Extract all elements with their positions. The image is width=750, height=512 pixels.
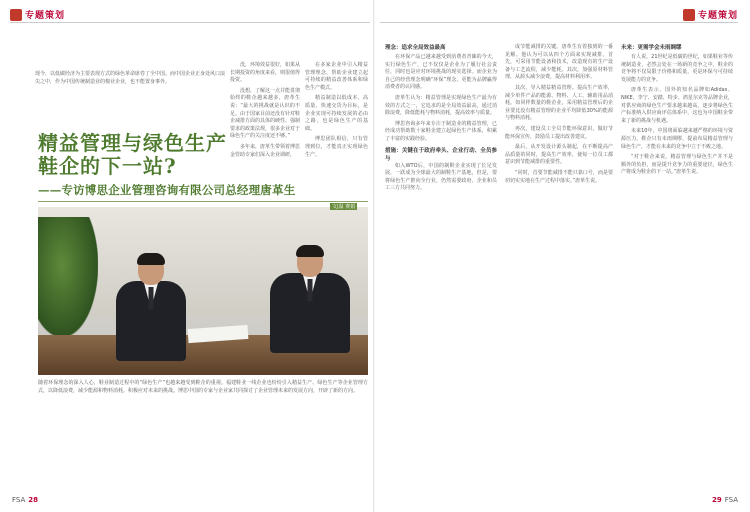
article-intro: 现今，以低碳经济为主要表现方式的绿色革命席卷了全中国。而中国企业正身处风口浪尖之中，作为中国传统制造业的棉业企业，也不能置身事外。 [35, 71, 226, 85]
right-column-1 [385, 44, 497, 196]
left-col3-para: 精益制造以低成本、高质量、快速交货为目标，是企业实现可持续发展的必由之路，也是绿色生产的基础。 [305, 95, 368, 132]
right-header-rule [380, 22, 738, 23]
right-col3-para: 未来10年，中国将面临越来越严格的环境与资源压力，鞋企只有未雨绸缪，提前布局精益管理与绿色生产，才能在未来的竞争中立于不败之地。 [621, 128, 733, 150]
interview-photo [38, 207, 368, 375]
right-header-label: 专题策划 [697, 11, 738, 21]
left-header-rule [10, 22, 370, 23]
left-header-label: 专题策划 [25, 11, 66, 21]
section-heading: 措施：关键在于政府牵头、企业行动、全员参与 [385, 147, 497, 162]
right-col3-para: 唐革生表示，国外的知名品牌如Adidas、NIKE、李宁、安踏、特步、鸿星尔克等品牌企业，对供应商的绿色生产要求越来越高，逐步将绿色生产标准纳入供应商评估体系中，这也为中国鞋企带来了新的挑战与机遇。 [621, 87, 733, 124]
left-bottom-text: 随着环保理念的深入人心，鞋业制造过程中的“绿色生产”也越来越受到鞋企的重视。福建鞋业一线企业也纷纷引入精益生产、绿色生产等企业管理方式，以降低浪费，减少能源和物料消耗。积极应对未来的挑战。博思中国的专家与企业家共同探讨了企业管理未来的发展方向，开辟了新的方向。 [38, 380, 368, 394]
left-header [10, 8, 65, 21]
page-number: 28 [28, 496, 39, 504]
section-heading: 理念：追求全局效益最高 [385, 45, 446, 51]
title-line-2: 鞋企的下一站? [38, 154, 177, 178]
right-col2-para: 最后，从开发设计源头制起，在不断提高产品质量的同时，提高生产效率，使每一位员工都意识到节能减排的重要性。 [505, 144, 613, 166]
left-footer [12, 496, 41, 504]
footer-label: FSA [724, 496, 738, 504]
right-col2-para: 成节能减排的关键。唐革生有着独到的一番见解。他认为可以从四个方面来实现减排。首先，可采用节能设备和技术，改造现有的生产设备与工艺流程，减少能耗。其次，加强原材料管理，从源头减少浪费，提高材料利用率。 [505, 44, 613, 81]
right-col1-para: 博思咨询多年来专注于制造业的精益管理，已经成功帮助数十家鞋企建立起绿色生产体系，积累了丰富的实践经验。 [385, 120, 497, 142]
article-title [38, 132, 227, 178]
right-page [375, 0, 750, 512]
left-col3-para: 博思团队相信，只有管理到位，才能真正实现绿色生产。 [305, 136, 368, 158]
right-header [683, 8, 738, 21]
right-col2-para: 再次，建设员工全员节能环保意识，做好节能环保宣传，鼓励员工提出改善建议。 [505, 125, 613, 140]
plant-image [38, 217, 98, 337]
right-footer [709, 496, 738, 504]
person-left-image [116, 255, 186, 350]
right-col2-para: 其次，导入精益精益管理。提高生产效率，减少单件产品的能源、物料、人工、辅助用品消耗。如同样数量的鞋企业，采用精益管理后的企业要比没有精益管理的企业平均降低30%的能源与物料消耗。 [505, 84, 613, 122]
right-col1-para: 唐革生认为：精益管理是实现绿色生产最为有效的方式之一，它追求的是全局效益最高，通过消除浪费，降低能耗与物料消耗，提高效率与质量。 [385, 94, 497, 117]
right-col3-para: “对于鞋企来说，精益管理与绿色生产并不是额外的负担，而是提升竞争力的重要途径，绿色生产将成为鞋企的下一站。”唐革生说。 [621, 154, 733, 176]
right-column-2 [505, 44, 613, 188]
left-column-3 [305, 62, 368, 162]
left-col3-para: 在多家企业中引入精益管理理念，帮助企业建立起可持续的精益改善体系和绿色生产模式。 [305, 62, 368, 91]
magazine-logo-icon [10, 9, 22, 21]
left-column-2 [230, 62, 300, 162]
photo-credit: 文|温 赛娟 [332, 204, 356, 210]
right-col2-para: “同时，首要节能减排不能只靠口号，而是要切切实实地在生产过程中落实。”唐革生说。 [505, 169, 613, 184]
right-col1-para: 如入WTO后，中国的制鞋企业实现了长足发展，一跃成为全球最大的制鞋生产基地，但是，要将绿色生产推向全行业，仍然需要政府、企业和员工三方共同努力。 [385, 162, 497, 192]
left-col2-para: 没想，了解这一点并能贯彻始终的鞋企越来越多，唐革生说：“最大的挑战就是认识的不足。由于国家目前还没有针对鞋企减排方面的具体的硬性、强制要求的政策法规，很多企业对于绿色生产的关注度还不够。” [230, 87, 301, 140]
title-rule [38, 201, 368, 202]
article-subtitle: ——专访博思企业管理咨询有限公司总经理唐革生 [38, 183, 296, 197]
person-right-image [270, 247, 350, 357]
right-col1-para: 在环保产品已越来越受到消费者青睐的今天，实行绿色生产，已不仅仅是企业为了履行社会责任，同时也是应对环境挑战的现实选择。而企业为自己的经营理念明确“环保”理念，更能为品牌赢得消费者的认同感。 [385, 54, 497, 91]
right-column-3 [621, 44, 733, 180]
footer-label: FSA [12, 496, 26, 504]
page-number: 29 [711, 496, 722, 504]
title-line-1: 精益管理与绿色生产 [38, 131, 227, 155]
left-col2-para: 没，环境效益很好，如果从长期投资的角度来看，则很值得投资。 [230, 62, 301, 84]
magazine-logo-icon [683, 9, 695, 21]
section-heading: 未来：更需学会未雨绸缪 [621, 45, 682, 51]
left-col2-para: 多年来，唐革生带领着博思金管助专家们深入企业调研， [230, 143, 301, 158]
right-col3-para: 有人说，21世纪是低碳的世纪，如果鞋业等传统制造业，必然会处在一场新的竞争之中，鞋企的竞争将不仅局限于价格和质量，更是环保与可持续发展能力的竞争。 [621, 54, 733, 83]
